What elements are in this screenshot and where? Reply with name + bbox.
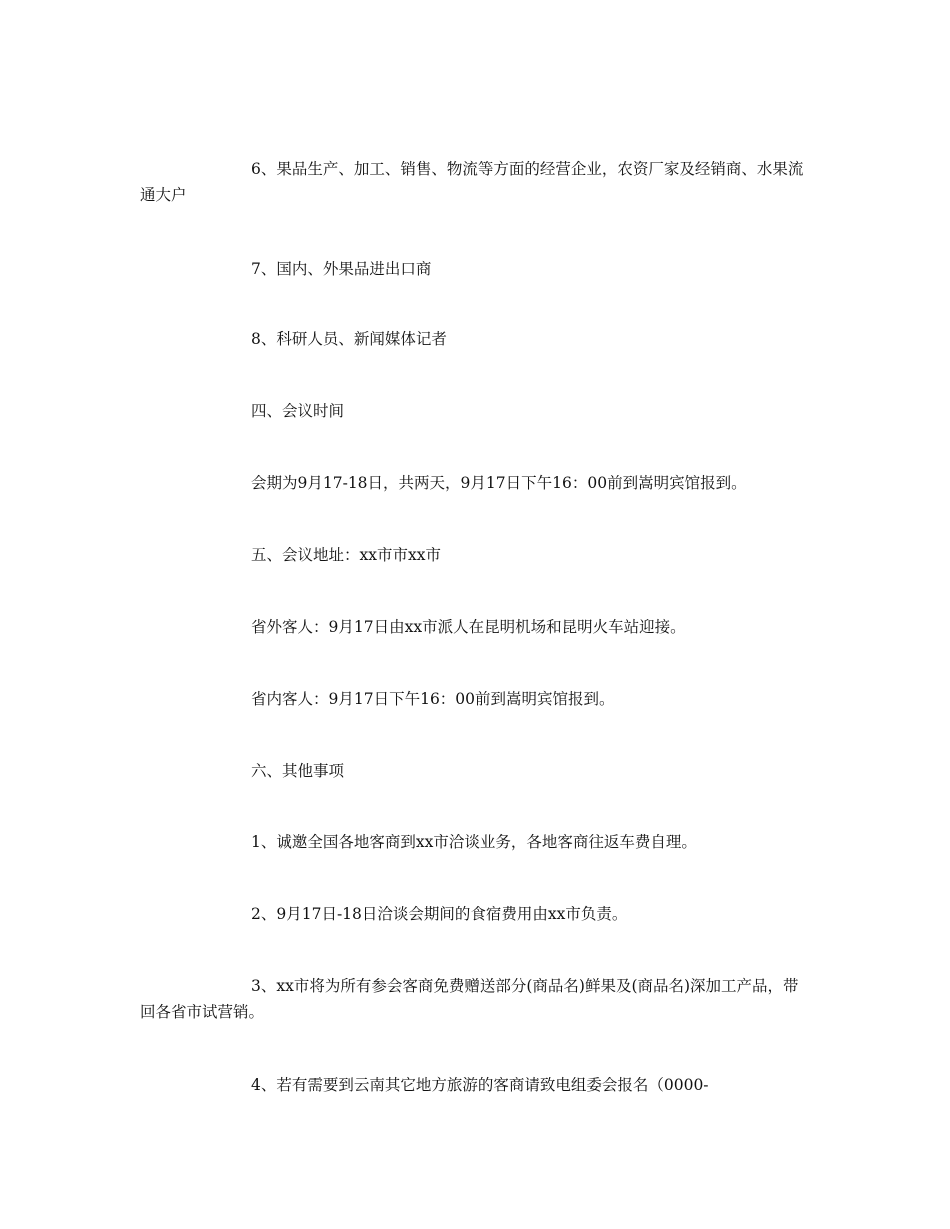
paragraph-out-of-province-guests: 省外客人：9月17日由xx市派人在昆明机场和昆明火车站迎接。	[251, 618, 686, 636]
paragraph-other-item-1: 1、诚邀全国各地客商到xx市洽谈业务，各地客商往返车费自理。	[251, 833, 697, 851]
section-heading-meeting-time: 四、会议时间	[251, 402, 345, 420]
paragraph-item-7: 7、国内、外果品进出口商	[251, 260, 432, 278]
paragraph-other-item-2: 2、9月17日-18日洽谈会期间的食宿费用由xx市负责。	[251, 905, 628, 923]
paragraph-other-item-4: 4、若有需要到云南其它地方旅游的客商请致电组委会报名（0000-	[251, 1076, 709, 1094]
section-heading-other-matters: 六、其他事项	[251, 762, 345, 780]
section-heading-meeting-address: 五、会议地址：xx市市xx市	[251, 546, 441, 564]
paragraph-item-8: 8、科研人员、新闻媒体记者	[251, 330, 447, 348]
paragraph-meeting-dates: 会期为9月17-18日，共两天，9月17日下午16：00前到嵩明宾馆报到。	[251, 474, 747, 492]
paragraph-other-item-3: 3、xx市将为所有参会客商免费赠送部分(商品名)鲜果及(商品名)深加工产品，带回各省市试营销。	[140, 977, 799, 1021]
paragraph-item-6: 6、果品生产、加工、销售、物流等方面的经营企业，农资厂家及经销商、水果流通大户	[140, 160, 804, 204]
paragraph-in-province-guests: 省内客人：9月17日下午16：00前到嵩明宾馆报到。	[251, 690, 615, 708]
